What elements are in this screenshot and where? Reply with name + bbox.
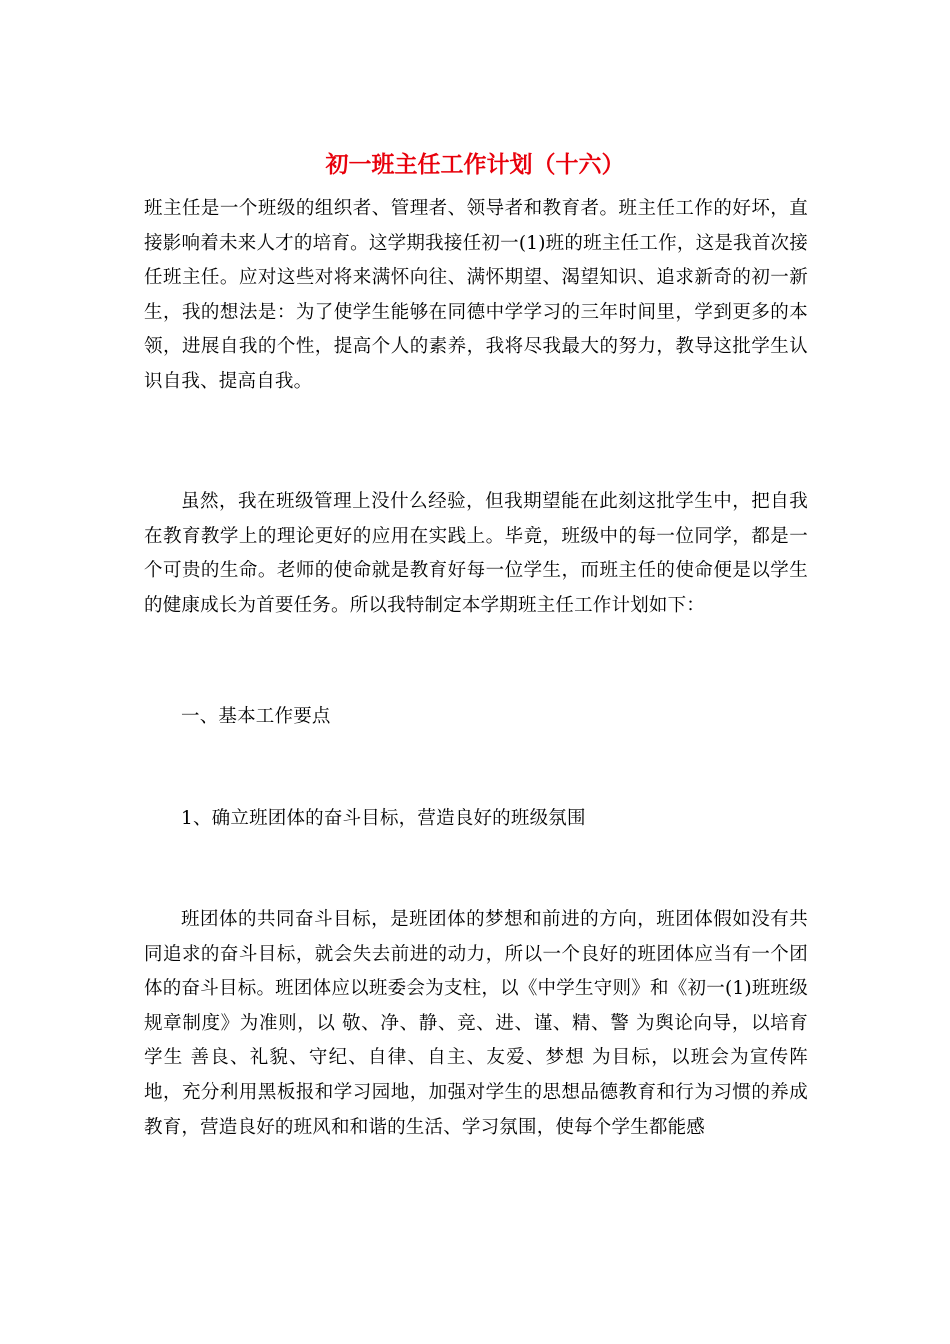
subsection-heading-goals: 1、确立班团体的奋斗目标，营造良好的班级氛围 [181, 808, 586, 829]
document-title: 初一班主任工作计划（十六） [325, 151, 625, 178]
section-heading-basic-points: 一、基本工作要点 [181, 706, 331, 727]
paragraph-intro: 班主任是一个班级的组织者、管理者、领导者和教育者。班主任工作的好坏，直接影响着未来人才的培育。这学期我接任初一(1)班的班主任工作，这是我首次接任班主任。应对这些对将来满怀向往、满怀期望、渴望知识、追求新奇的初一新生，我的想法是：为了使学生能够在同德中学学习的三年时间里，学到更多的本领，进展自我的个性，提高个人的素养，我将尽我最大的努力，教导这批学生认识自我、提高自我。 [144, 198, 808, 392]
paragraph-reflection: 虽然，我在班级管理上没什么经验，但我期望能在此刻这批学生中，把自我在教育教学上的理论更好的应用在实践上。毕竟，班级中的每一位同学，都是一个可贵的生命。老师的使命就是教育好每一位学生，而班主任的使命便是以学生的健康成长为首要任务。所以我特制定本学期班主任工作计划如下： [144, 491, 808, 616]
paragraph-class-goals: 班团体的共同奋斗目标，是班团体的梦想和前进的方向，班团体假如没有共同追求的奋斗目标，就会失去前进的动力，所以一个良好的班团体应当有一个团体的奋斗目标。班团体应以班委会为支柱，以《中学生守则》和《初一(1)班班级规章制度》为准则，以 敬、净、静、竞、进、谨、精、警 为舆论向导，以培育学生 善良、礼貌、守纪、自律、自主、友爱、梦想 为目标，以班会为宣传阵地，充分利用黑板报和学习园地，加强对学生的思想品德教育和行为习惯的养成教育，营造良好的班风和和谐的生活、学习氛围，使每个学生都能感 [144, 909, 808, 1138]
